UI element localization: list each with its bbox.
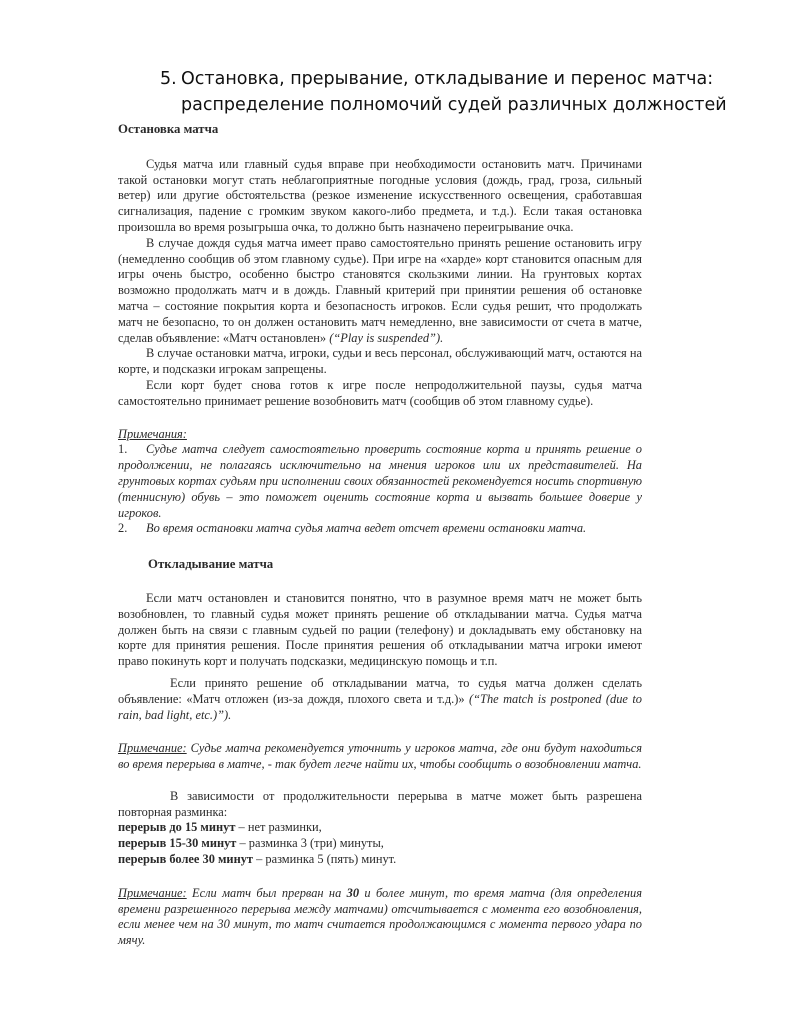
note-number: 2. bbox=[118, 521, 128, 536]
break-item-2 bbox=[118, 836, 642, 852]
stop-paragraph-4: Если корт будет снова готов к игре после непродолжительной паузы, судья матча самостоятельно принимает решение возобновить матч (сообщив об этом главному судье). bbox=[118, 377, 642, 408]
postpone-paragraph-2-english: (“The match is postponed (due to rain, bad light, etc.)”). bbox=[118, 691, 642, 722]
break-warmup: – нет разминки, bbox=[235, 820, 322, 835]
break-duration: перерыв до 15 минут bbox=[118, 820, 236, 835]
postpone-note-2 bbox=[118, 886, 642, 949]
stop-paragraph-2-text: В случае дождя судья матча имеет право самостоятельно принять решение остановить игру (немедленно сообщив об этом главному судье). При игре на «харде» корт становится опасным для игры очень быстро, особенно быстро становятся скользкими линии. На грунтовых кортах возможно продолжать матч и в дождь. Главный критерий при принятии решения об остановке матча – состояние покрытия корта и безопасность игроков. Если судья решит, что продолжать матч не безопасно, то он должен остановить матч немедленно, вне зависимости от счета в матче, сделав объявление: «Матч остановлен» bbox=[118, 235, 642, 345]
postpone-title: Откладывание матча bbox=[148, 557, 274, 572]
postpone-paragraph-2 bbox=[118, 676, 642, 723]
notes-title: Примечания: bbox=[118, 426, 187, 441]
break-duration: перерыв 15-30 минут bbox=[118, 836, 237, 851]
postpone-note-1 bbox=[118, 741, 642, 773]
postpone-paragraph-3: В зависимости от продолжительности перерыва в матче может быть разрешена повторная разминка: bbox=[118, 788, 642, 819]
section-heading bbox=[160, 66, 760, 118]
postpone-paragraph-2-text: Если принято решение об откладывании матча, то судья матча должен сделать объявление: «Матч отложен (из-за дождя, плохого света и т.д.)» bbox=[118, 675, 642, 706]
note-text: Судье матча следует самостоятельно проверить состояние корта и принять решение о продолжении, не полагаясь исключительно на мнения игроков или их представителей. На грунтовых кортах судьям при исполнении своих обязанностей рекомендуется носить спортивную (теннисную) обувь – это поможет оценить состояние корта и вызвать большее доверие у игроков. bbox=[118, 442, 642, 520]
break-item-1 bbox=[118, 820, 642, 836]
note-number: 1. bbox=[118, 442, 128, 457]
stop-paragraph-2-english: (“Play is suspended”). bbox=[329, 330, 444, 345]
stop-paragraph-2 bbox=[118, 236, 642, 347]
section-title-line-2: распределение полномочий судей различных должностей bbox=[181, 95, 727, 115]
note-item-2 bbox=[118, 521, 642, 537]
break-warmup: – разминка 5 (пять) минут. bbox=[252, 852, 397, 867]
break-duration: перерыв более 30 минут bbox=[118, 852, 253, 867]
stop-paragraph-1: Судья матча или главный судья вправе при необходимости остановить матч. Причинами такой остановки могут стать неблагоприятные погодные условия (дождь, град, гроза, сильный ветер) или другие обстоятельства (резкое изменение искусственного освещения, сработавшая сигнализация, падение с громким звуком какого-либо предмета, и т.д.). Если такая остановка произошла во время розыгрыша очка, то должно быть назначено переигрывание очка. bbox=[118, 156, 642, 234]
postpone-note-1-text: Судье матча рекомендуется уточнить у игроков матча, где они будут находиться во время перерыва в матче, - так будет легче найти их, чтобы сообщить о возобновлении матча. bbox=[118, 741, 642, 772]
note-text: Во время остановки матча судья матча ведет отсчет времени остановки матча. bbox=[146, 521, 587, 536]
postpone-note-2-text-a: Если матч был прерван на bbox=[192, 885, 342, 900]
section-number: 5. bbox=[160, 69, 177, 89]
postpone-paragraph-1: Если матч остановлен и становится понятно, что в разумное время матч не может быть возобновлен, то главный судья может принять решение об откладывании матча. Судья матча должен быть на связи с главным судьей по рации (телефону) и докладывать ему обстановку на корте для принятия решения. После принятия решения об откладывании матча игроки имеют право покинуть корт и получать подсказки, медицинскую помощь и т.п. bbox=[118, 590, 642, 669]
break-warmup: – разминка 3 (три) минуты, bbox=[236, 836, 384, 851]
note-item-1 bbox=[118, 442, 642, 521]
postpone-note-1-label: Примечание: bbox=[118, 741, 187, 756]
postpone-note-2-minutes: 30 bbox=[346, 885, 360, 900]
section-title-line-1: Остановка, прерывание, откладывание и перенос матча: bbox=[181, 69, 714, 89]
document-body bbox=[118, 118, 642, 949]
postpone-note-2-text-b: и более минут, то время матча (для определения времени разрешенного перерыва между матчами) отсчитывается с момента его возобновления, если менее чем на 30 минут, то матч считается продолжающимся с момента первого удара по мячу. bbox=[118, 885, 642, 948]
stop-title: Остановка матча bbox=[118, 122, 219, 136]
break-item-3 bbox=[118, 852, 642, 868]
stop-paragraph-3: В случае остановки матча, игроки, судьи и весь персонал, обслуживающий матч, остаются на корте, и подсказки игрокам запрещены. bbox=[118, 346, 642, 377]
postpone-note-2-label: Примечание: bbox=[118, 885, 187, 900]
